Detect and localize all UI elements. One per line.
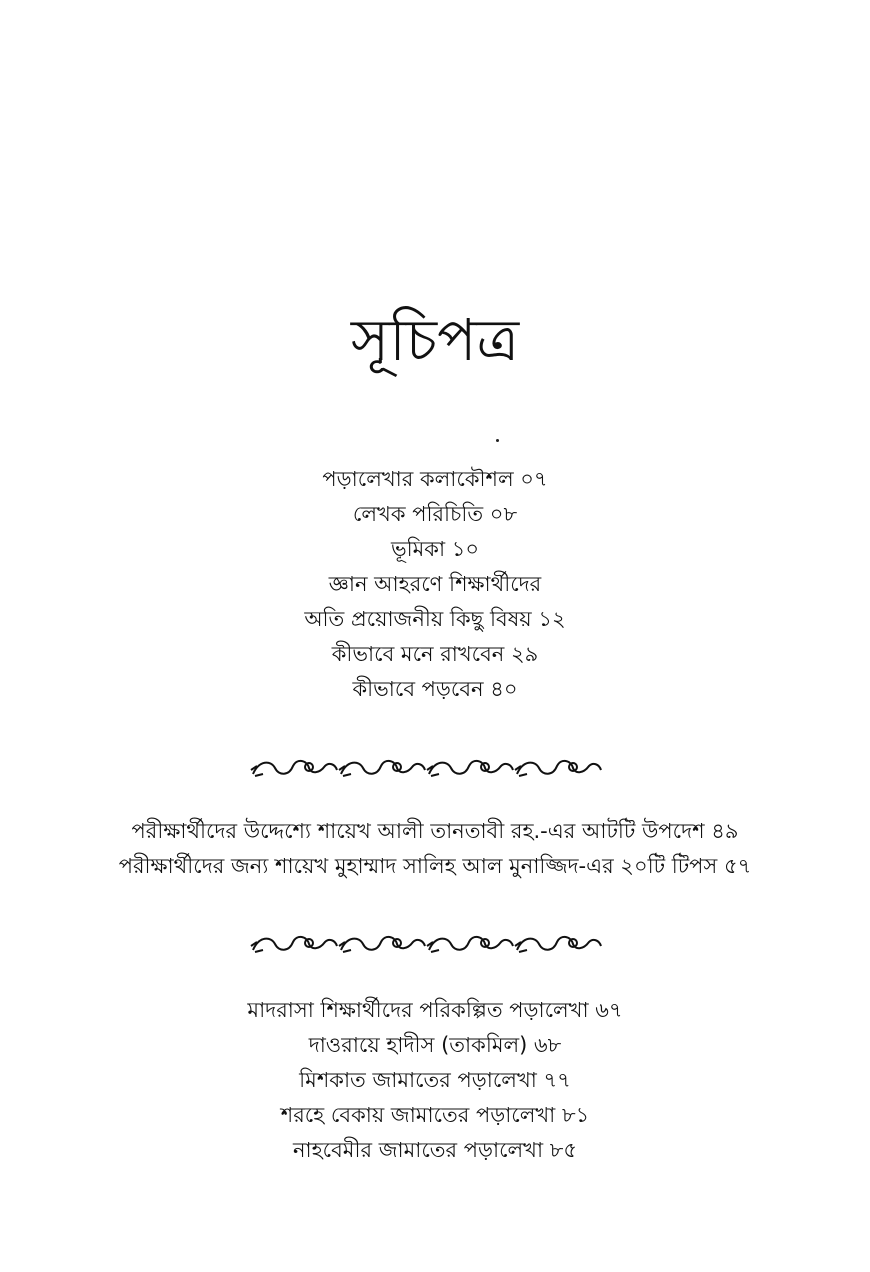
toc-entry: কীভাবে পড়বেন ৪০ [352,677,518,701]
toc-entry: অতি প্রয়োজনীয় কিছু বিষয় ১২ [304,607,566,631]
toc-entry: ভূমিকা ১০ [390,537,480,561]
toc-entry: জ্ঞান আহরণে শিক্ষার্থীদের [328,572,542,596]
toc-entry: পরীক্ষার্থীদের উদ্দেশ্যে শায়েখ আলী তানতাবী রহ.-এর আটটি উপদেশ ৪৯ [131,819,739,843]
toc-entry: নাহবেমীর জামাতের পড়ালেখা ৮৫ [293,1138,577,1162]
page-title: সূচিপত্র [350,306,520,374]
toc-entry: শরহে বেকায় জামাতের পড়ালেখা ৮১ [280,1103,590,1127]
toc-entry: পরীক্ষার্থীদের জন্য শায়েখ মুহাম্মাদ সালিহ আল মুনাজ্জিদ-এর ২০টি টিপস ৫৭ [118,854,752,878]
floral-divider-icon [245,752,615,782]
floral-divider-icon [245,928,615,958]
toc-entry: পড়ালেখার কলাকৌশল ০৭ [322,467,548,491]
toc-section-intro [0,462,870,707]
toc-section-exam [0,814,870,884]
toc-entry: লেখক পরিচিতি ০৮ [352,502,518,526]
toc-entry: কীভাবে মনে রাখবেন ২৯ [331,642,539,666]
toc-section-madrasa [0,993,870,1168]
print-speck [496,439,499,442]
toc-entry: দাওরায়ে হাদীস (তাকমিল) ৬৮ [308,1033,562,1057]
toc-entry: মাদরাসা শিক্ষার্থীদের পরিকল্পিত পড়ালেখা ৬৭ [247,998,623,1022]
toc-entry: মিশকাত জামাতের পড়ালেখা ৭৭ [299,1068,571,1092]
